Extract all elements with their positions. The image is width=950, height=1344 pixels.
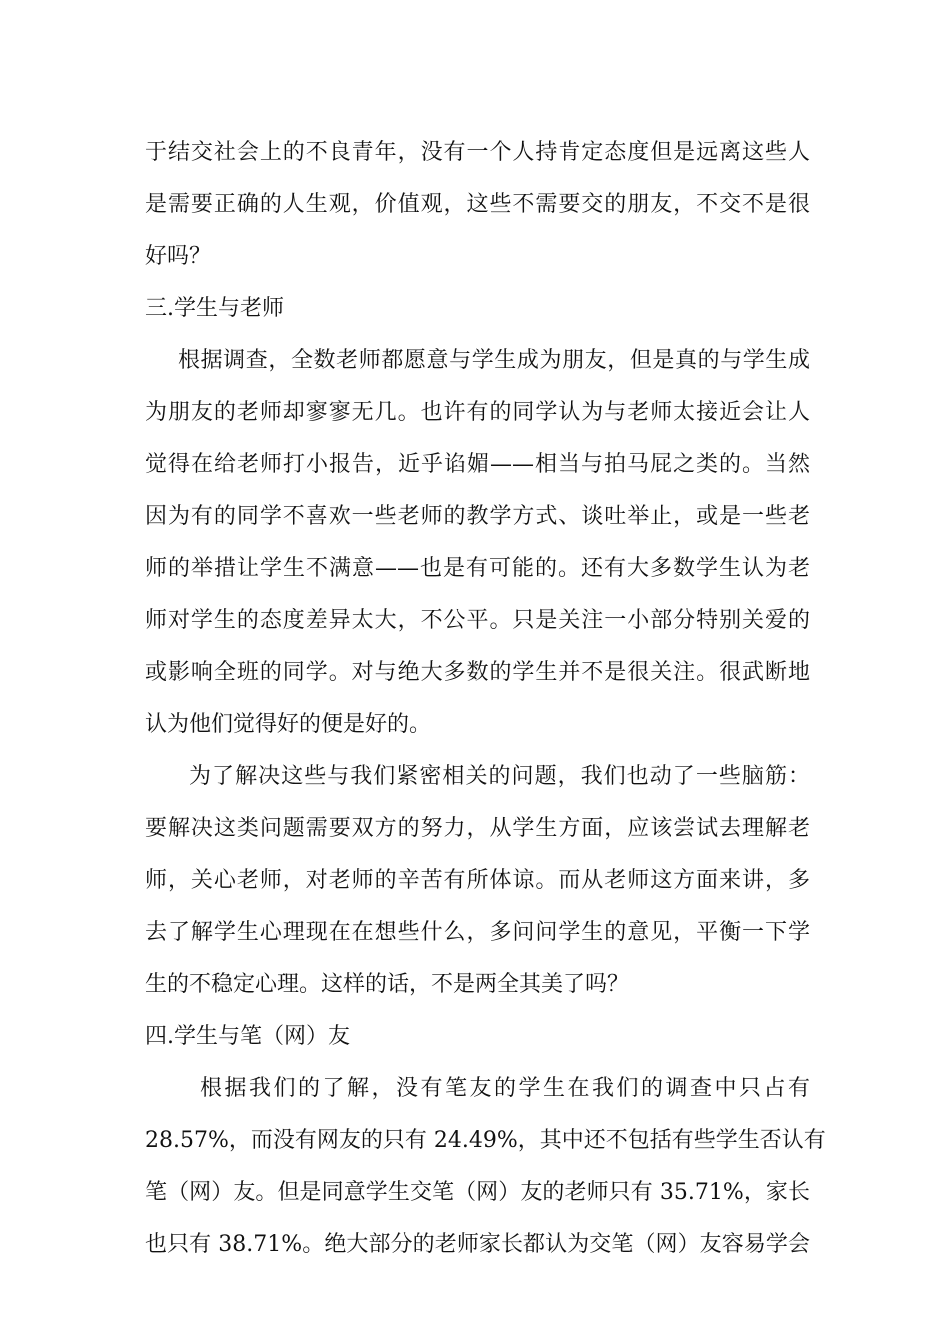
text-line: 也只有 38.71%。绝大部分的老师家长都认为交笔（网）友容易学会 [145,1232,810,1257]
text-line: 生的不稳定心理。这样的话，不是两全其美了吗？ [145,972,630,997]
text-line: 觉得在给老师打小报告，近乎谄媚——相当与拍马屁之类的。当然 [145,452,810,477]
text-line: 或影响全班的同学。对与绝大多数的学生并不是很关注。很武断地 [145,660,810,685]
text-line: 笔（网）友。但是同意学生交笔（网）友的老师只有 35.71%，家长 [145,1180,810,1205]
text-line: 根据调查，全数老师都愿意与学生成为朋友，但是真的与学生成 [178,348,810,373]
text-line: 去了解学生心理现在在想些什么，多问问学生的意见，平衡一下学 [145,920,810,945]
text-line: 认为他们觉得好的便是好的。 [145,712,432,737]
text-line: 为了解决这些与我们紧密相关的问题，我们也动了一些脑筋： [189,764,810,789]
text-line: 因为有的同学不喜欢一些老师的教学方式、谈吐举止，或是一些老 [145,504,810,529]
text-line: 为朋友的老师却寥寥无几。也许有的同学认为与老师太接近会让人 [145,400,810,425]
text-line: 于结交社会上的不良青年，没有一个人持肯定态度但是远离这些人 [145,140,810,165]
text-line: 师的举措让学生不满意——也是有可能的。还有大多数学生认为老 [145,556,810,581]
text-line: 要解决这类问题需要双方的努力，从学生方面，应该尝试去理解老 [145,816,810,841]
body-text [145,127,826,1271]
text-line: 根据我们的了解，没有笔友的学生在我们的调查中只占有 [200,1076,810,1101]
text-line: 是需要正确的人生观，价值观，这些不需要交的朋友，不交不是很 [145,192,810,217]
text-line: 师对学生的态度差异太大，不公平。只是关注一小部分特别关爱的 [145,608,810,633]
text-line: 28.57%，而没有网友的只有 24.49%，其中还不包括有些学生否认有 [145,1128,826,1153]
text-line: 师，关心老师，对老师的辛苦有所体谅。而从老师这方面来讲，多 [145,868,810,893]
text-line: 好吗？ [145,244,212,269]
section-heading-4: 四.学生与笔（网）友 [145,1024,350,1049]
section-heading-3: 三.学生与老师 [145,296,284,321]
